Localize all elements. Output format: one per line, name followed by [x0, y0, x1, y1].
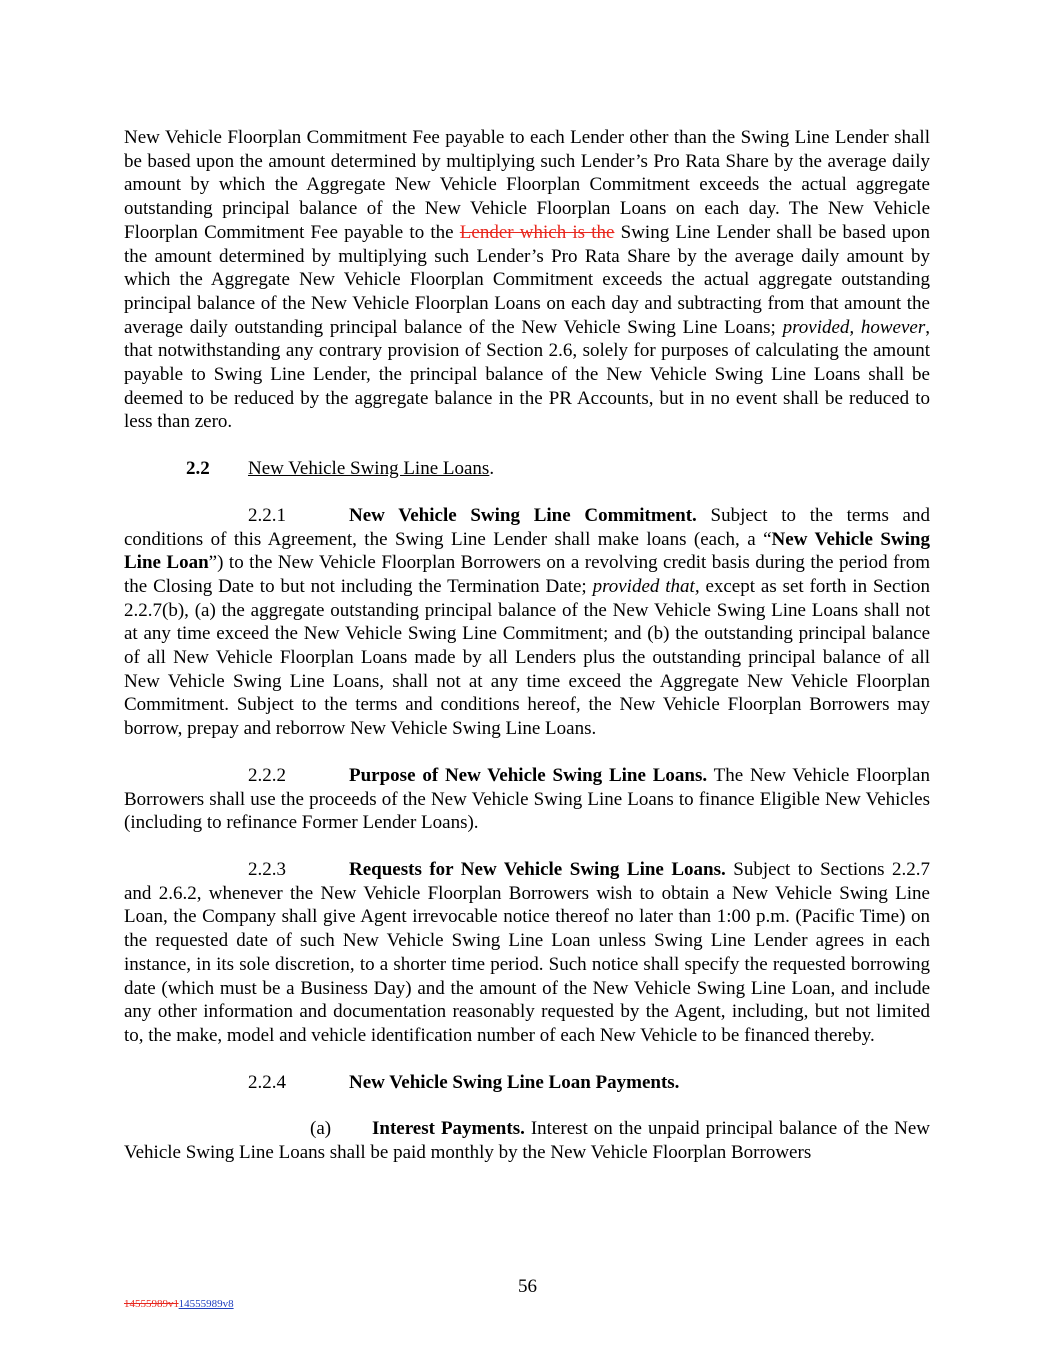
subsection-2-2-4	[124, 1071, 930, 1095]
subsection-heading: New Vehicle Swing Line Commitment.	[349, 504, 697, 526]
subsection-text: Subject to the terms and conditions of this Agreement, the Swing Line Lender shall make loans (each, a “	[124, 504, 930, 550]
document-body	[124, 126, 930, 1165]
subsection-2-2-3	[124, 858, 930, 1048]
document-id	[124, 1297, 234, 1311]
section-title-period: .	[489, 458, 495, 480]
paragraph-text: Interest on the unpaid principal balance of the New Vehicle Swing Line Loans shall be paid monthly by the New Vehicle Floorplan Borrowers	[124, 1118, 930, 1164]
subsection-number: 2.2.1	[248, 504, 286, 526]
section-number: 2.2	[186, 458, 210, 480]
subsection-text: ”) to the New Vehicle Floorplan Borrowers on a revolving credit basis during the period from the Closing Date to but not including the Termination Date;	[124, 552, 930, 597]
page-number: 56	[518, 1276, 537, 1297]
intro-paragraph	[124, 126, 930, 434]
subsection-2-2-2	[124, 764, 930, 835]
intro-text-1: New Vehicle Floorplan Commitment Fee payable to each Lender other than the Swing Line Lender shall be based upon the amount determined by multiplying such Lender’s Pro Rata Share by the average daily amount by which the Aggregate New Vehicle Floorplan Commitment exceeds the actual aggregate outstanding principal balance of the New Vehicle Floorplan Loans on each day. The New Vehicle Floorplan Commitment Fee payable to the	[124, 127, 930, 243]
subsection-number: 2.2.2	[248, 764, 286, 786]
intro-text-3: , that notwithstanding any contrary provision of Section 2.6, solely for purposes of calculating the amount payable to Swing Line Lender, the principal balance of the New Vehicle Swing Line Loans shall be deemed to be reduced by the aggregate balance in the PR Accounts, but in no event shall be reduced to less than zero.	[124, 316, 931, 433]
section-heading	[124, 457, 930, 481]
deleted-text: Lender which is the	[459, 221, 615, 243]
paragraph-a	[124, 1117, 930, 1164]
paragraph-label: (a)	[310, 1118, 332, 1140]
subsection-heading: Purpose of New Vehicle Swing Line Loans.	[349, 764, 708, 786]
document-id-deleted: 14555989v1	[124, 1298, 179, 1310]
subsection-2-2-1	[124, 504, 930, 741]
subsection-text: Subject to Sections 2.2.7 and 2.6.2, whenever the New Vehicle Floorplan Borrowers wish to obtain a New Vehicle Swing Line Loan, the Company shall give Agent irrevocable notice thereof no later than 1:00 p.m. (Pacific Time) on the requested date of such New Vehicle Swing Line Loan unless Swing Line Lender agrees in each instance, in its sole discretion, to a shorter time period. Such notice shall specify the requested borrowing date (which must be a Business Day) and the amount of the New Vehicle Swing Line Loan, and include any other information and documentation reasonably requested by the Agent, including, but not limited to, the make, model and vehicle identification number of each New Vehicle to be financed thereby.	[124, 858, 931, 1046]
section-title: New Vehicle Swing Line Loans	[248, 458, 490, 480]
intro-text-2: Swing Line Lender shall be based upon the amount determined by multiplying such Lender’s Pro Rata Share by the average daily amount by which the Aggregate New Vehicle Floorplan Commitment exceeds the actual aggregate outstanding principal balance of the New Vehicle Floorplan Loans on each day and subtracting from that amount the average daily outstanding principal balance of the New Vehicle Swing Line Loans;	[124, 221, 931, 338]
proviso-text: provided that,	[592, 575, 700, 597]
subsection-number: 2.2.4	[248, 1071, 286, 1093]
subsection-heading: New Vehicle Swing Line Loan Payments.	[349, 1071, 680, 1093]
paragraph-heading: Interest Payments.	[372, 1118, 525, 1140]
document-id-inserted: 14555989v8	[178, 1298, 234, 1310]
subsection-text: except as set forth in Section 2.2.7(b), (a) the aggregate outstanding principal balance of the New Vehicle Swing Line Loans shall not at any time exceed the New Vehicle Swing Line Commitment; and (b) the outstanding principal balance of all New Vehicle Floorplan Loans made by all Lenders plus the outstanding principal balance of all New Vehicle Swing Line Loans, shall not at any time exceed the Aggregate New Vehicle Floorplan Commitment. Subject to the terms and conditions hereof, the New Vehicle Floorplan Borrowers may borrow, prepay and reborrow New Vehicle Swing Line Loans.	[124, 575, 930, 740]
subsection-heading: Requests for New Vehicle Swing Line Loans.	[349, 858, 726, 880]
intro-proviso: provided, however	[782, 316, 926, 338]
subsection-number: 2.2.3	[248, 858, 286, 880]
defined-term: New Vehicle Swing Line Loan	[124, 528, 930, 574]
subsection-text: The New Vehicle Floorplan Borrowers shall use the proceeds of the New Vehicle Swing Line Loans to finance Eligible New Vehicles (including to refinance Former Lender Loans).	[124, 764, 930, 834]
